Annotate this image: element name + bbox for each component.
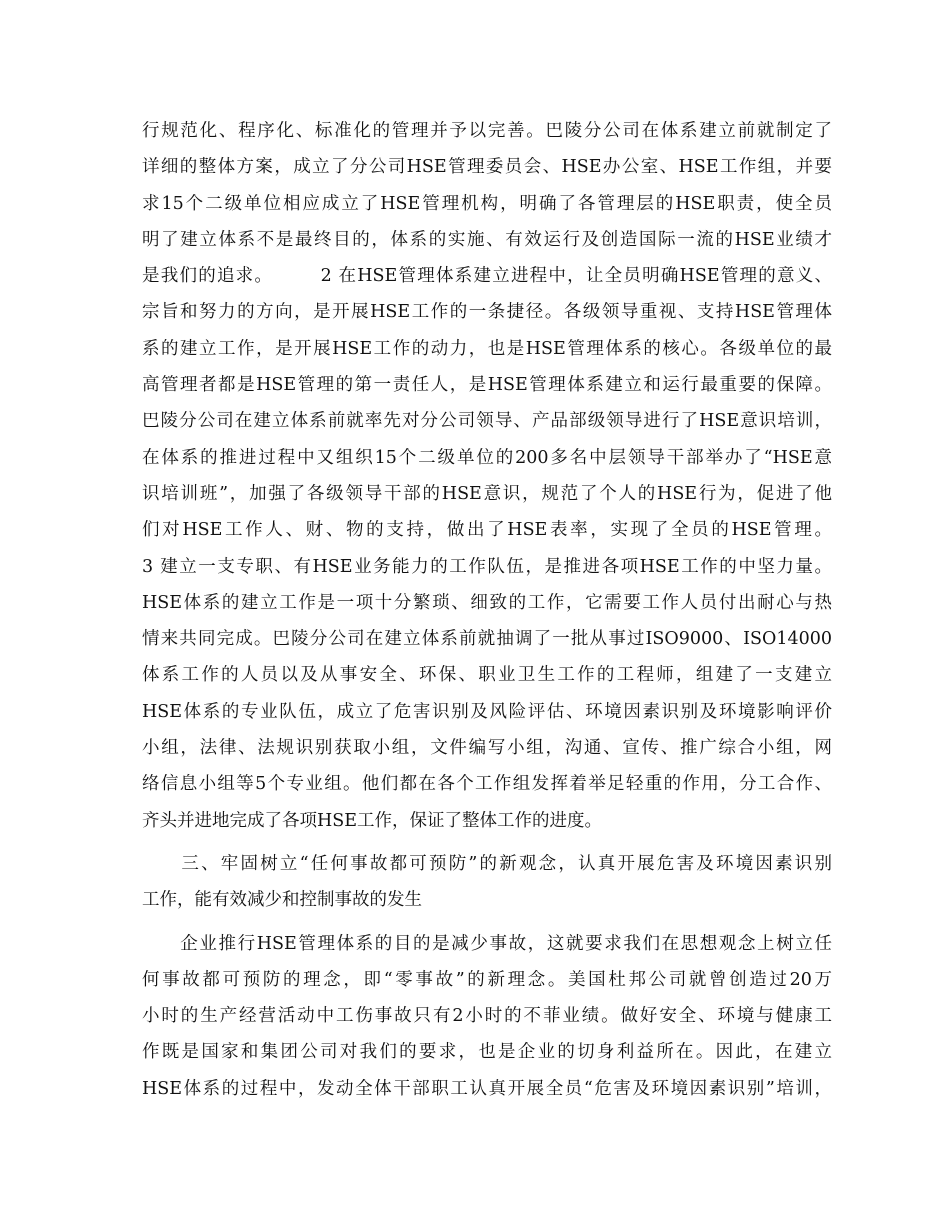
text-line: 小时的生产经营活动中工伤事故只有2小时的不菲业绩。做好安全、环境与健康工: [142, 1006, 832, 1027]
text-line: 高管理者都是HSE管理的第一责任人，是HSE管理体系建立和运行最重要的保障。: [142, 375, 832, 396]
text-line: HSE体系的专业队伍，成立了危害识别及风险评估、环境因素识别及环境影响评价: [142, 701, 832, 722]
text-line: 体系工作的人员以及从事安全、环保、职业卫生工作的工程师，组建了一支建立: [142, 665, 832, 686]
text-line: 是我们的追求。 2 在HSE管理体系建立进程中，让全员明确HSE管理的意义、: [142, 266, 832, 287]
text-line: 明了建立体系不是最终目的，体系的实施、有效运行及创造国际一流的HSE业绩才: [142, 229, 832, 250]
text-line: 情来共同完成。巴陵分公司在建立体系前就抽调了一批从事过ISO9000、ISO14000: [142, 629, 832, 650]
text-line: 三、牢固树立“任何事故都可预防”的新观念，认真开展危害及环境因素识别: [142, 853, 832, 874]
text-line: 们对HSE工作人、财、物的支持，做出了HSE表率，实现了全员的HSE管理。: [142, 520, 832, 541]
text-line: 齐头并进地完成了各项HSE工作，保证了整体工作的进度。: [142, 810, 603, 831]
text-line: HSE体系的过程中，发动全体干部职工认真开展全员“危害及环境因素识别”培训，: [142, 1078, 832, 1099]
text-line: 巴陵分公司在建立体系前就率先对分公司领导、产品部级领导进行了HSE意识培训，: [142, 411, 832, 432]
text-line: 工作，能有效减少和控制事故的发生: [142, 890, 422, 911]
text-line: 3 建立一支专职、有HSE业务能力的工作队伍，是推进各项HSE工作的中坚力量。: [142, 556, 832, 577]
text-line: 宗旨和努力的方向，是开展HSE工作的一条捷径。各级领导重视、支持HSE管理体: [142, 302, 832, 323]
text-line: 求15个二级单位相应成立了HSE管理机构，明确了各管理层的HSE职责，使全员: [142, 193, 832, 214]
text-line: 络信息小组等5个专业组。他们都在各个工作组发挥着举足轻重的作用，分工合作、: [142, 774, 832, 795]
text-line: 作既是国家和集团公司对我们的要求，也是企业的切身利益所在。因此，在建立: [142, 1042, 832, 1063]
text-line: 详细的整体方案，成立了分公司HSE管理委员会、HSE办公室、HSE工作组，并要: [142, 157, 832, 178]
text-line: 系的建立工作，是开展HSE工作的动力，也是HSE管理体系的核心。各级单位的最: [142, 338, 832, 359]
text-line: 企业推行HSE管理体系的目的是减少事故，这就要求我们在思想观念上树立任: [142, 933, 832, 954]
text-line: 识培训班”，加强了各级领导干部的HSE意识，规范了个人的HSE行为，促进了他: [142, 483, 832, 504]
document-body: [142, 113, 832, 1107]
text-line: 何事故都可预防的理念，即“零事故”的新理念。美国杜邦公司就曾创造过20万: [142, 969, 832, 990]
text-line: 行规范化、程序化、标准化的管理并予以完善。巴陵分公司在体系建立前就制定了: [142, 121, 832, 141]
text-line: HSE体系的建立工作是一项十分繁琐、细致的工作，它需要工作人员付出耐心与热: [142, 592, 832, 613]
text-line: 在体系的推进过程中又组织15个二级单位的200多名中层领导干部举办了“HSE意: [142, 447, 832, 468]
text-line: 小组，法律、法规识别获取小组，文件编写小组，沟通、宣传、推广综合小组，网: [142, 738, 832, 759]
